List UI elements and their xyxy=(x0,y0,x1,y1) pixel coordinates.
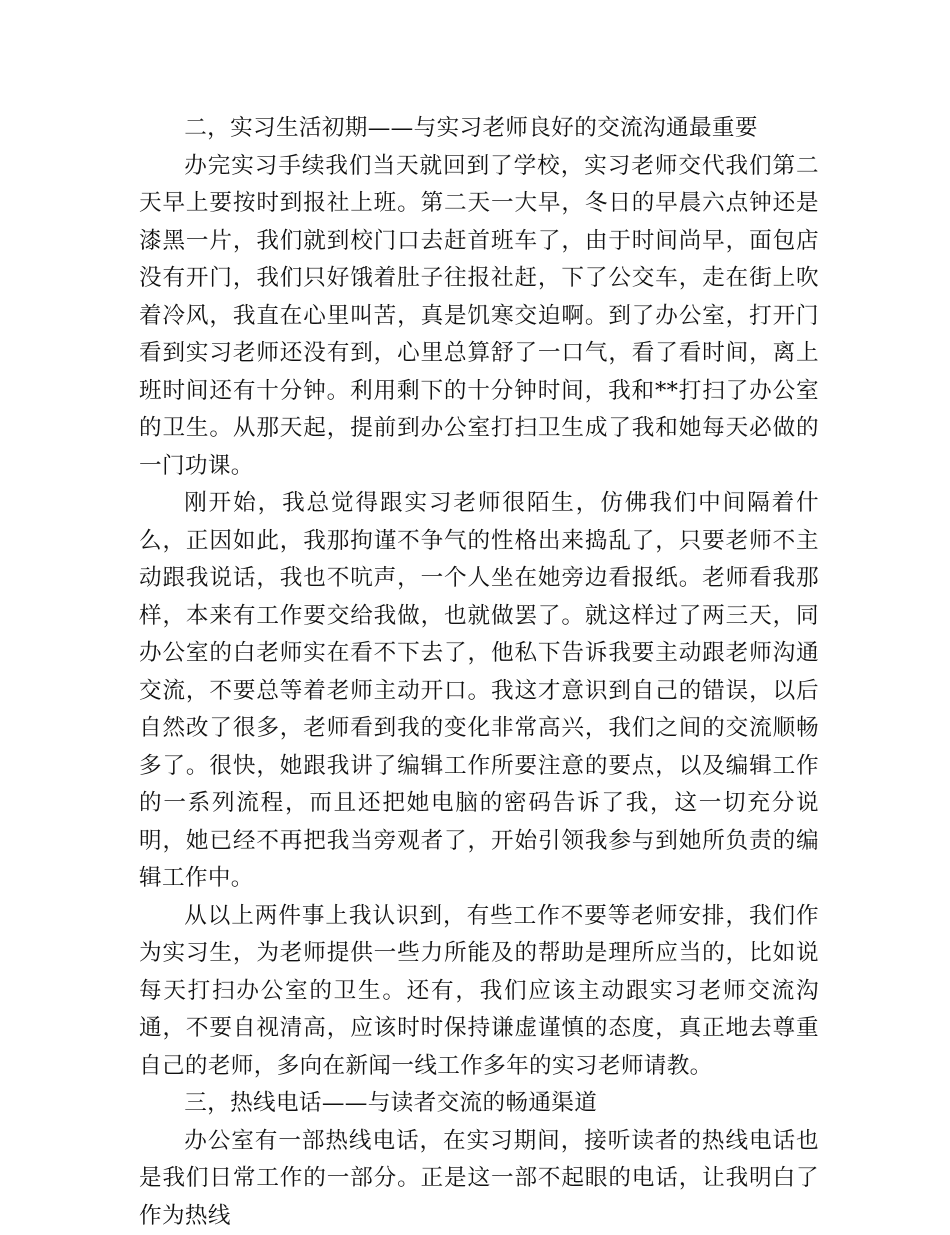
document-body xyxy=(139,110,819,1235)
paragraph: 从以上两件事上我认识到，有些工作不要等老师安排，我们作为实习生，为老师提供一些力所能及的帮助是理所应当的，比如说每天打扫办公室的卫生。还有，我们应该主动跟实习老师交流沟通，不要自视清高，应该时时保持谦虚谨慎的态度，真正地去尊重自己的老师，多向在新闻一线工作多年的实习老师请教。 xyxy=(139,898,819,1086)
paragraph: 办公室有一部热线电话，在实习期间，接听读者的热线电话也是我们日常工作的一部分。正是这一部不起眼的电话，让我明白了作为热线 xyxy=(139,1123,819,1235)
section-heading-3: 三，热线电话——与读者交流的畅通渠道 xyxy=(139,1085,819,1123)
paragraph: 办完实习手续我们当天就回到了学校，实习老师交代我们第二天早上要按时到报社上班。第二天一大早，冬日的早晨六点钟还是漆黑一片，我们就到校门口去赶首班车了，由于时间尚早，面包店没有开门，我们只好饿着肚子往报社赶，下了公交车，走在街上吹着冷风，我直在心里叫苦，真是饥寒交迫啊。到了办公室，打开门看到实习老师还没有到，心里总算舒了一口气，看了看时间，离上班时间还有十分钟。利用剩下的十分钟时间，我和**打扫了办公室的卫生。从那天起，提前到办公室打扫卫生成了我和她每天必做的一门功课。 xyxy=(139,148,819,486)
section-heading-2: 二，实习生活初期——与实习老师良好的交流沟通最重要 xyxy=(139,110,819,148)
paragraph: 刚开始，我总觉得跟实习老师很陌生，仿佛我们中间隔着什么，正因如此，我那拘谨不争气的性格出来捣乱了，只要老师不主动跟我说话，我也不吭声，一个人坐在她旁边看报纸。老师看我那样，本来有工作要交给我做，也就做罢了。就这样过了两三天，同办公室的白老师实在看不下去了，他私下告诉我要主动跟老师沟通交流，不要总等着老师主动开口。我这才意识到自己的错误，以后自然改了很多，老师看到我的变化非常高兴，我们之间的交流顺畅多了。很快，她跟我讲了编辑工作所要注意的要点，以及编辑工作的一系列流程，而且还把她电脑的密码告诉了我，这一切充分说明，她已经不再把我当旁观者了，开始引领我参与到她所负责的编辑工作中。 xyxy=(139,485,819,898)
